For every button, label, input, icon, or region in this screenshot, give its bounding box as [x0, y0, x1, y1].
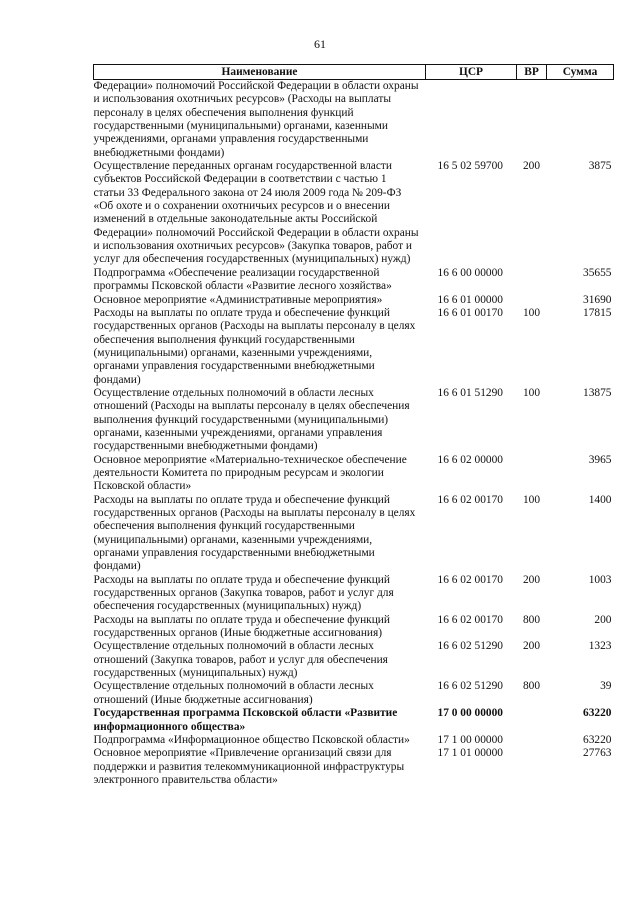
cell-vr	[517, 734, 547, 747]
cell-name: Расходы на выплаты по оплате труда и обеспечение функций государственных органов (Иные бюджетные ассигнования)	[93, 613, 390, 640]
cell-vr: 800	[522, 613, 541, 626]
table-row	[94, 294, 614, 307]
cell-csr: 16 6 02 51290	[437, 680, 503, 693]
cell-csr: 16 6 02 00000	[437, 453, 503, 466]
cell-sum: 39	[600, 680, 612, 693]
table-row	[94, 307, 614, 387]
cell-name: Федерации» полномочий Российской Федерации в области охраны и использования охотничьих ресурсов» (Расходы на выплаты персоналу в целях обеспечения выполнения функций государственными (муниципальными) органами, казенными учреждениями, органами управления государственными внебюджетными фондами)	[93, 80, 419, 159]
cell-vr: 200	[522, 160, 541, 173]
table-row	[94, 80, 614, 161]
cell-name: Осуществление отдельных полномочий в области лесных отношений (Закупка товаров, работ и услуг для обеспечения государственных (муниципальных) нужд)	[93, 640, 388, 680]
cell-sum: 3875	[588, 160, 612, 173]
cell-sum	[547, 80, 614, 161]
cell-csr: 17 0 00 00000	[437, 707, 503, 720]
cell-name: Подпрограмма «Информационное общество Псковской области»	[93, 733, 410, 746]
table-row	[94, 734, 614, 747]
cell-csr: 16 5 02 59700	[437, 160, 503, 173]
cell-csr: 17 1 01 00000	[437, 747, 503, 760]
cell-csr: 16 6 01 00170	[437, 306, 503, 319]
cell-vr	[517, 80, 547, 161]
cell-name: Расходы на выплаты по оплате труда и обеспечение функций государственных органов (Расходы на выплаты персоналу в целях обеспечения выполнения функций государственными (муниципальными) органами, казенными учреждениями, органами управления государственными внебюджетными фондами)	[93, 306, 416, 386]
table-body	[94, 80, 614, 788]
cell-sum: 27763	[583, 747, 612, 760]
table-row	[94, 707, 614, 734]
cell-vr: 100	[522, 386, 541, 399]
cell-csr: 17 1 00 00000	[437, 733, 503, 746]
cell-name: Основное мероприятие «Административные мероприятия»	[93, 293, 383, 306]
cell-vr: 100	[522, 493, 541, 506]
cell-sum: 1003	[588, 573, 612, 586]
table-row	[94, 680, 614, 707]
header-name: Наименование	[94, 65, 426, 80]
cell-vr	[517, 707, 547, 734]
table-row	[94, 614, 614, 641]
cell-name: Расходы на выплаты по оплате труда и обеспечение функций государственных органов (Закупка товаров, работ и услуг для обеспечения государственных (муниципальных) нужд)	[93, 573, 394, 613]
header-vr: ВР	[517, 65, 547, 80]
cell-name: Осуществление отдельных полномочий в области лесных отношений (Иные бюджетные ассигнования)	[93, 680, 374, 706]
header-csr: ЦСР	[426, 65, 517, 80]
cell-vr: 800	[522, 680, 541, 693]
cell-sum: 31690	[583, 293, 612, 306]
cell-csr: 16 6 01 51290	[437, 386, 503, 399]
cell-vr	[517, 454, 547, 494]
cell-sum: 1323	[588, 640, 612, 653]
cell-sum: 63220	[583, 707, 612, 720]
table-row	[94, 747, 614, 787]
cell-name: Расходы на выплаты по оплате труда и обеспечение функций государственных органов (Расходы на выплаты персоналу в целях обеспечения выполнения функций государственными (муниципальными) органами, казенными учреждениями, органами управления государственными внебюджетными фондами)	[93, 493, 416, 573]
cell-vr: 200	[522, 640, 541, 653]
cell-vr	[517, 294, 547, 307]
cell-name: Государственная программа Псковской области «Развитие информационного общества»	[93, 707, 398, 733]
cell-csr: 16 6 02 00170	[437, 493, 503, 506]
table-row	[94, 160, 614, 267]
table-row	[94, 267, 614, 294]
cell-name: Основное мероприятие «Привлечение организаций связи для поддержки и развития телекоммуникационной инфраструктуры электронного правительства области»	[93, 747, 405, 786]
cell-csr: 16 6 00 00000	[437, 266, 503, 279]
cell-csr: 16 6 01 00000	[437, 293, 503, 306]
table-row	[94, 387, 614, 454]
cell-csr	[426, 80, 517, 161]
header-sum: Сумма	[547, 65, 614, 80]
cell-sum: 1400	[588, 493, 612, 506]
cell-sum: 3965	[588, 453, 612, 466]
cell-csr: 16 6 02 00170	[437, 573, 503, 586]
table-header-row	[94, 65, 614, 80]
table-row	[94, 574, 614, 614]
cell-name: Основное мероприятие «Материально-техническое обеспечение деятельности Комитета по природным ресурсам и экологии Псковской области»	[93, 453, 407, 493]
cell-sum: 35655	[583, 266, 612, 279]
cell-csr: 16 6 02 51290	[437, 640, 503, 653]
cell-name: Осуществление отдельных полномочий в области лесных отношений (Расходы на выплаты персоналу в целях обеспечения выполнения функций государственными (муниципальными) органами, казенными учреждениями, органами управления государственными внебюджетными фондами)	[93, 386, 410, 453]
cell-name: Подпрограмма «Обеспечение реализации государственной программы Псковской области «Развитие лесного хозяйства»	[93, 266, 392, 293]
cell-vr: 100	[522, 306, 541, 319]
budget-table	[93, 64, 614, 787]
cell-name: Осуществление переданных органам государственной власти субъектов Российской Федерации в соответствии с частью 1 статьи 33 Федерального закона от 24 июля 2009 года № 209-ФЗ «Об охоте и о сохранении охотничьих ресурсов и о внесении изменений в отдельные законодательные акты Российской Федерации» полномочий Российской Федерации в области охраны и использования охотничьих ресурсов» (Закупка товаров, работ и услуг для обеспечения государственных (муниципальных) нужд)	[93, 160, 419, 266]
table-row	[94, 640, 614, 680]
cell-vr	[517, 267, 547, 294]
cell-sum: 17815	[583, 306, 612, 319]
table-row	[94, 494, 614, 574]
cell-sum: 13875	[583, 386, 612, 399]
page-number: 61	[314, 37, 326, 51]
cell-csr: 16 6 02 00170	[437, 613, 503, 626]
cell-sum: 200	[594, 613, 612, 626]
cell-vr	[517, 747, 547, 787]
cell-vr: 200	[522, 573, 541, 586]
table-row	[94, 454, 614, 494]
cell-sum: 63220	[583, 733, 612, 746]
